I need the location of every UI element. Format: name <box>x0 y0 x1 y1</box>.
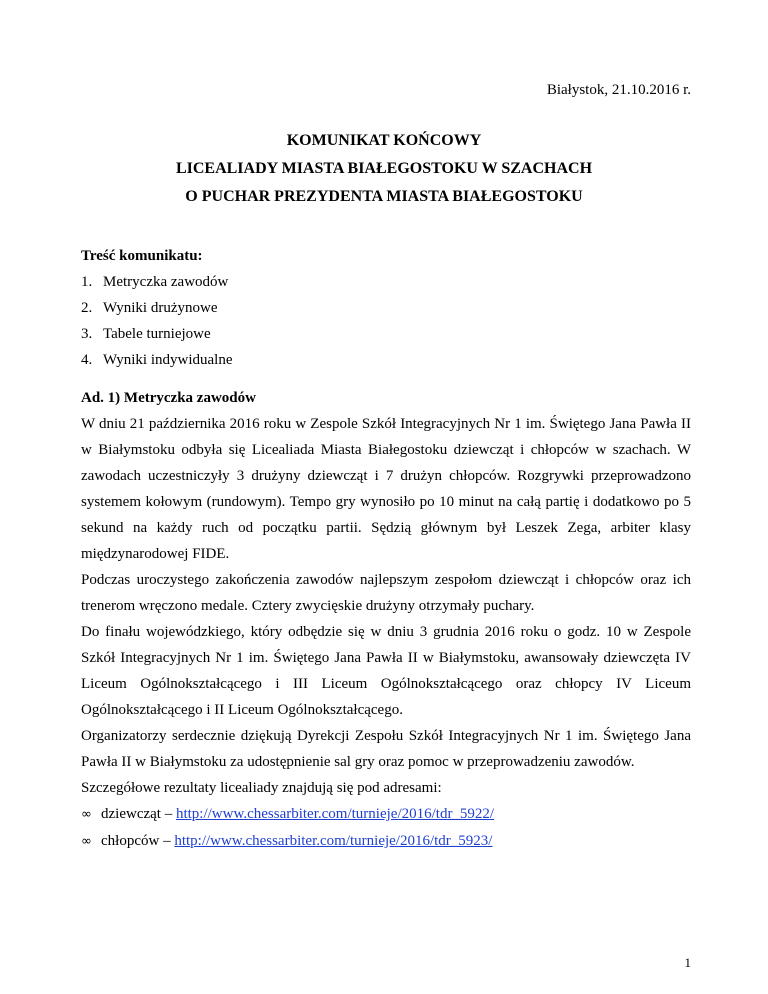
toc-item <box>81 347 691 373</box>
toc-item-label: Metryczka zawodów <box>103 274 229 290</box>
toc-item-label: Tabele turniejowe <box>103 326 211 342</box>
toc-item-label: Wyniki indywidualne <box>103 352 233 368</box>
document-date: Białystok, 21.10.2016 r. <box>546 82 691 98</box>
toc-item-label: Wyniki drużynowe <box>103 300 218 316</box>
paragraph: Podczas uroczystego zakończenia zawodów najlepszym zespołom dziewcząt i chłopców oraz ich trenerom wręczono medale. Cztery zwycięskie drużyny otrzymały puchary. <box>81 572 691 614</box>
toc-heading: Treść komunikatu: <box>81 248 203 264</box>
toc-item-number: 3. <box>81 326 93 342</box>
document-title <box>0 127 768 211</box>
title-line-2: LICEALIADY MIASTA BIAŁEGOSTOKU W SZACHACH <box>175 160 593 177</box>
paragraph: W dniu 21 października 2016 roku w Zespole Szkół Integracyjnych Nr 1 im. Świętego Jana Pawła II w Białymstoku odbyła się Licealiada Miasta Białegostoku dziewcząt i chłopców w szachach. W zawodach uczestniczyły 3 drużyny dziewcząt i 7 drużyn chłopców. Rozgrywki przeprowadzono systemem kołowym (rundowym). Tempo gry wynosiło po 10 minut na całą partię i dodatkowo po 5 sekund na każdy ruch od początku partii. Sędzią głównym był Leszek Zega, arbiter klasy międzynarodowej FIDE. <box>81 416 691 562</box>
results-link-boys[interactable]: http://www.chessarbiter.com/turnieje/2016/tdr_5923/ <box>174 833 493 849</box>
title-line-1: KOMUNIKAT KOŃCOWY <box>286 132 482 149</box>
paragraph: Organizatorzy serdecznie dziękują Dyrekcji Zespołu Szkół Integracyjnych Nr 1 im. Świętego Jana Pawła II w Białymstoku za udostępnienie sal gry oraz pomoc w przeprowadzeniu zawodów. <box>81 728 691 770</box>
paragraph: Szczegółowe rezultaty licealiady znajdują się pod adresami: <box>81 780 442 796</box>
bullet-label: dziewcząt – <box>101 806 176 822</box>
table-of-contents <box>81 243 691 373</box>
toc-item-number: 1. <box>81 274 93 290</box>
results-link-girls[interactable]: http://www.chessarbiter.com/turnieje/2016/tdr_5922/ <box>175 806 495 822</box>
infinity-bullet-icon: ∞ <box>81 834 92 849</box>
toc-item-number: 2. <box>81 300 93 316</box>
paragraph: Do finału wojewódzkiego, który odbędzie się w dniu 3 grudnia 2016 roku o godz. 10 w Zespole Szkół Integracyjnych Nr 1 im. Świętego Jana Pawła II w Białymstoku, awansowały dziewczęta IV Liceum Ogólnokształcącego i III Liceum Ogólnokształcącego oraz chłopcy IV Liceum Ogólnokształcącego i II Liceum Ogólnokształcącego. <box>81 624 691 718</box>
section-heading: Ad. 1) Metryczka zawodów <box>81 390 256 406</box>
title-line-3: O PUCHAR PREZYDENTA MIASTA BIAŁEGOSTOKU <box>185 188 583 205</box>
toc-item <box>81 269 691 295</box>
toc-item-number: 4. <box>81 352 93 368</box>
toc-item <box>81 295 691 321</box>
bullet-item <box>81 828 691 855</box>
bullet-item <box>81 801 691 828</box>
page-number: 1 <box>684 955 691 970</box>
bullet-label: chłopców – <box>101 833 175 849</box>
infinity-bullet-icon: ∞ <box>81 807 92 822</box>
section-metryczka <box>81 385 691 855</box>
toc-item <box>81 321 691 347</box>
